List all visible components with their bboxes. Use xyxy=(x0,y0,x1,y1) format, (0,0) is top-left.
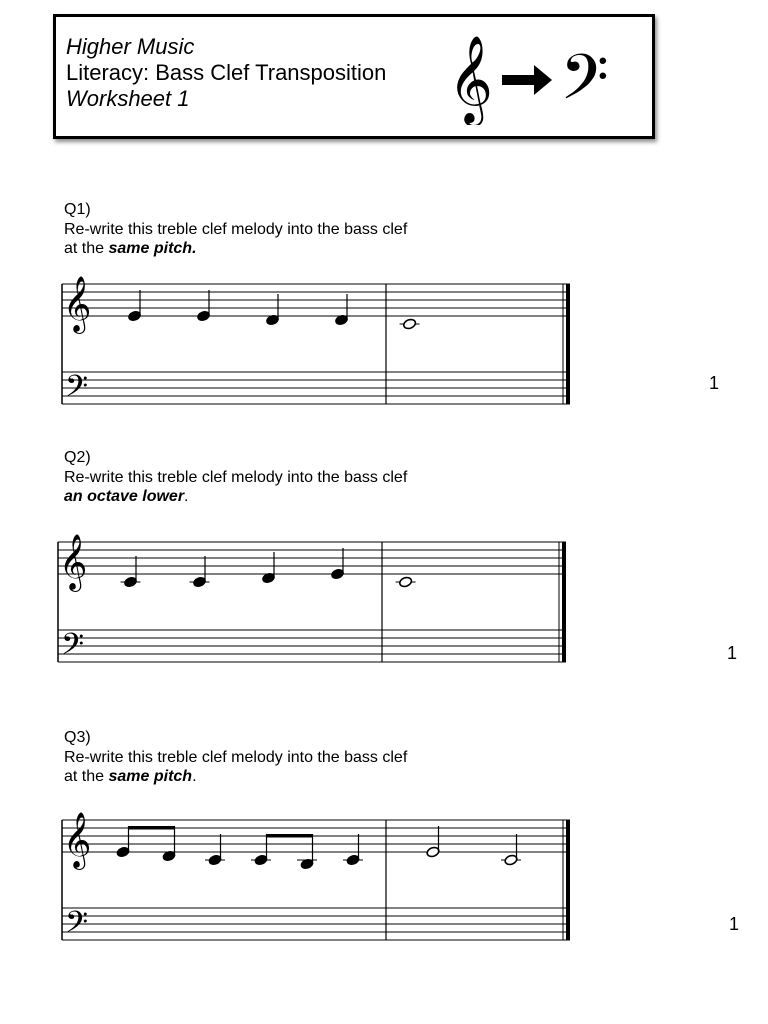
question-3 xyxy=(64,728,407,786)
note xyxy=(261,552,275,584)
note-head xyxy=(403,318,417,330)
instruction-suffix: . xyxy=(192,768,197,785)
question-instruction: Re-write this treble clef melody into the bass clef xyxy=(64,469,408,486)
note xyxy=(116,826,130,858)
grand-staff-q3 xyxy=(60,808,580,948)
note-beam xyxy=(267,834,313,838)
note xyxy=(127,290,141,322)
treble-clef-icon: 𝄞 xyxy=(59,534,88,590)
instruction-emphasis: same pitch xyxy=(108,768,193,785)
final-barline-thick xyxy=(562,542,566,662)
question-mark-value: 1 xyxy=(727,643,738,663)
instruction-emphasis: an octave lower xyxy=(64,488,185,505)
note-beam xyxy=(129,826,175,830)
grand-staff-q1 xyxy=(60,272,580,412)
treble-clef-icon: 𝄞 xyxy=(63,276,92,332)
title-line-topic: Literacy: Bass Clef Transposition xyxy=(66,60,387,85)
question-label: Q1) xyxy=(64,201,91,218)
question-2 xyxy=(64,448,407,506)
note xyxy=(297,838,317,870)
bass-clef-icon: 𝄢 xyxy=(65,906,89,947)
question-mark-value: 1 xyxy=(709,373,720,393)
note xyxy=(265,294,279,326)
instruction-prefix: at the xyxy=(64,240,109,257)
note xyxy=(196,290,210,322)
title-line-course: Higher Music xyxy=(66,34,195,59)
question-instruction: Re-write this treble clef melody into the bass clef xyxy=(64,221,408,238)
note xyxy=(426,826,440,858)
note xyxy=(162,830,176,862)
question-instruction-continued xyxy=(64,239,407,258)
question-1 xyxy=(64,200,407,258)
question-instruction-continued xyxy=(64,487,407,506)
bass-clef-icon: 𝄢 xyxy=(61,628,85,669)
treble-clef-icon: 𝄞 xyxy=(448,34,493,123)
bass-clef-icon: 𝄢 xyxy=(560,40,609,125)
arrow-right-icon xyxy=(502,65,552,95)
worksheet-title-box xyxy=(53,14,655,139)
note xyxy=(400,318,420,330)
note xyxy=(205,834,225,866)
note xyxy=(121,556,141,588)
instruction-suffix: . xyxy=(184,488,189,505)
note-head xyxy=(399,576,413,588)
title-line-worksheet: Worksheet 1 xyxy=(66,86,190,111)
question-label: Q2) xyxy=(64,449,91,466)
question-mark-value: 1 xyxy=(729,914,740,934)
note xyxy=(501,834,521,866)
note xyxy=(251,834,271,866)
worksheet-title xyxy=(66,34,386,112)
grand-staff-q2 xyxy=(56,530,576,670)
final-barline-thick xyxy=(566,820,570,940)
clef-transposition-graphic xyxy=(440,25,630,125)
instruction-prefix: at the xyxy=(64,768,109,785)
note xyxy=(396,576,416,588)
question-instruction: Re-write this treble clef melody into the bass clef xyxy=(64,749,408,766)
question-instruction-continued xyxy=(64,767,407,786)
note xyxy=(330,548,344,580)
note xyxy=(343,834,363,866)
note xyxy=(334,294,348,326)
bass-clef-icon: 𝄢 xyxy=(65,370,89,411)
treble-clef-icon: 𝄞 xyxy=(63,812,92,868)
note xyxy=(190,556,210,588)
final-barline-thick xyxy=(566,284,570,404)
instruction-emphasis: same pitch. xyxy=(108,240,197,257)
question-label: Q3) xyxy=(64,729,91,746)
